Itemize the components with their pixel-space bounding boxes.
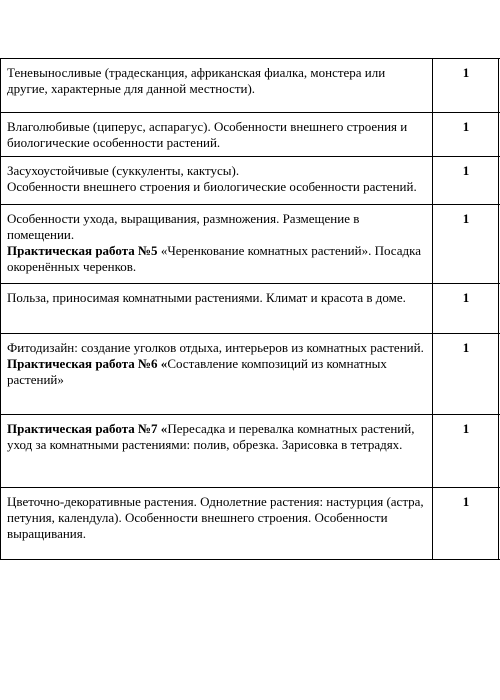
hours-cell: 1: [433, 284, 499, 334]
topic-cell: [1, 59, 433, 113]
topic-text: Влаголюбивые (циперус, аспарагус). Особенности внешнего строения и биологические особенности растений.: [7, 119, 408, 150]
topic-text: Особенности ухода, выращивания, размножения. Размещение в помещении.: [7, 211, 360, 242]
topic-cell: [1, 415, 433, 488]
hours-cell: 1: [433, 488, 499, 560]
hours-cell: 1: [433, 113, 499, 157]
topic-text: Фитодизайн: создание уголков отдыха, интерьеров из комнатных растений.: [7, 340, 424, 355]
table-row: [1, 488, 500, 560]
topic-text-line: Особенности внешнего строения и биологические особенности растений.: [7, 179, 417, 194]
practical-work-title: Практическая работа №7 «: [7, 421, 168, 436]
topic-cell: [1, 284, 433, 334]
practical-work-text: Пересадка и перевалка комнатных растений, уход за комнатными растениями: полив, обрезка. Зарисовка в тетрадях.: [7, 421, 415, 452]
hours-cell: 1: [433, 59, 499, 113]
practical-work-text: Составление композиций из комнатных растений»: [7, 356, 387, 387]
table-row: [1, 334, 500, 415]
hours-cell: 1: [433, 415, 499, 488]
practical-work-line: [7, 243, 427, 275]
topic-text: Цветочно-декоративные растения. Однолетние растения: настурция (астра, петуния, календула). Особенности внешнего строения. Особенности выращивания.: [7, 494, 424, 541]
table-row: [1, 415, 500, 488]
practical-work-title: Практическая работа №5: [7, 243, 158, 258]
hours-cell: 1: [433, 157, 499, 205]
practical-work-line: [7, 356, 427, 388]
topic-cell: [1, 334, 433, 415]
topic-text: Теневыносливые (традесканция, африканская фиалка, монстера или другие, характерные для данной местности).: [7, 65, 386, 96]
topic-cell: [1, 157, 433, 205]
hours-cell: 1: [433, 205, 499, 284]
practical-work-title: Практическая работа №6 «: [7, 356, 168, 371]
topic-text: Польза, приносимая комнатными растениями. Климат и красота в доме.: [7, 290, 406, 305]
topic-text-line: Засухоустойчивые (суккуленты, кактусы).: [7, 163, 240, 178]
table-row: [1, 59, 500, 113]
table-row: [1, 113, 500, 157]
topic-cell: [1, 113, 433, 157]
table-row: [1, 157, 500, 205]
topic-cell: [1, 205, 433, 284]
table-row: [1, 205, 500, 284]
topic-cell: [1, 488, 433, 560]
practical-work-text: «Черенкование комнатных растений». Посадка окоренённых черенков.: [7, 243, 422, 274]
hours-cell: 1: [433, 334, 499, 415]
table-row: [1, 284, 500, 334]
lesson-plan-table: [0, 58, 500, 560]
